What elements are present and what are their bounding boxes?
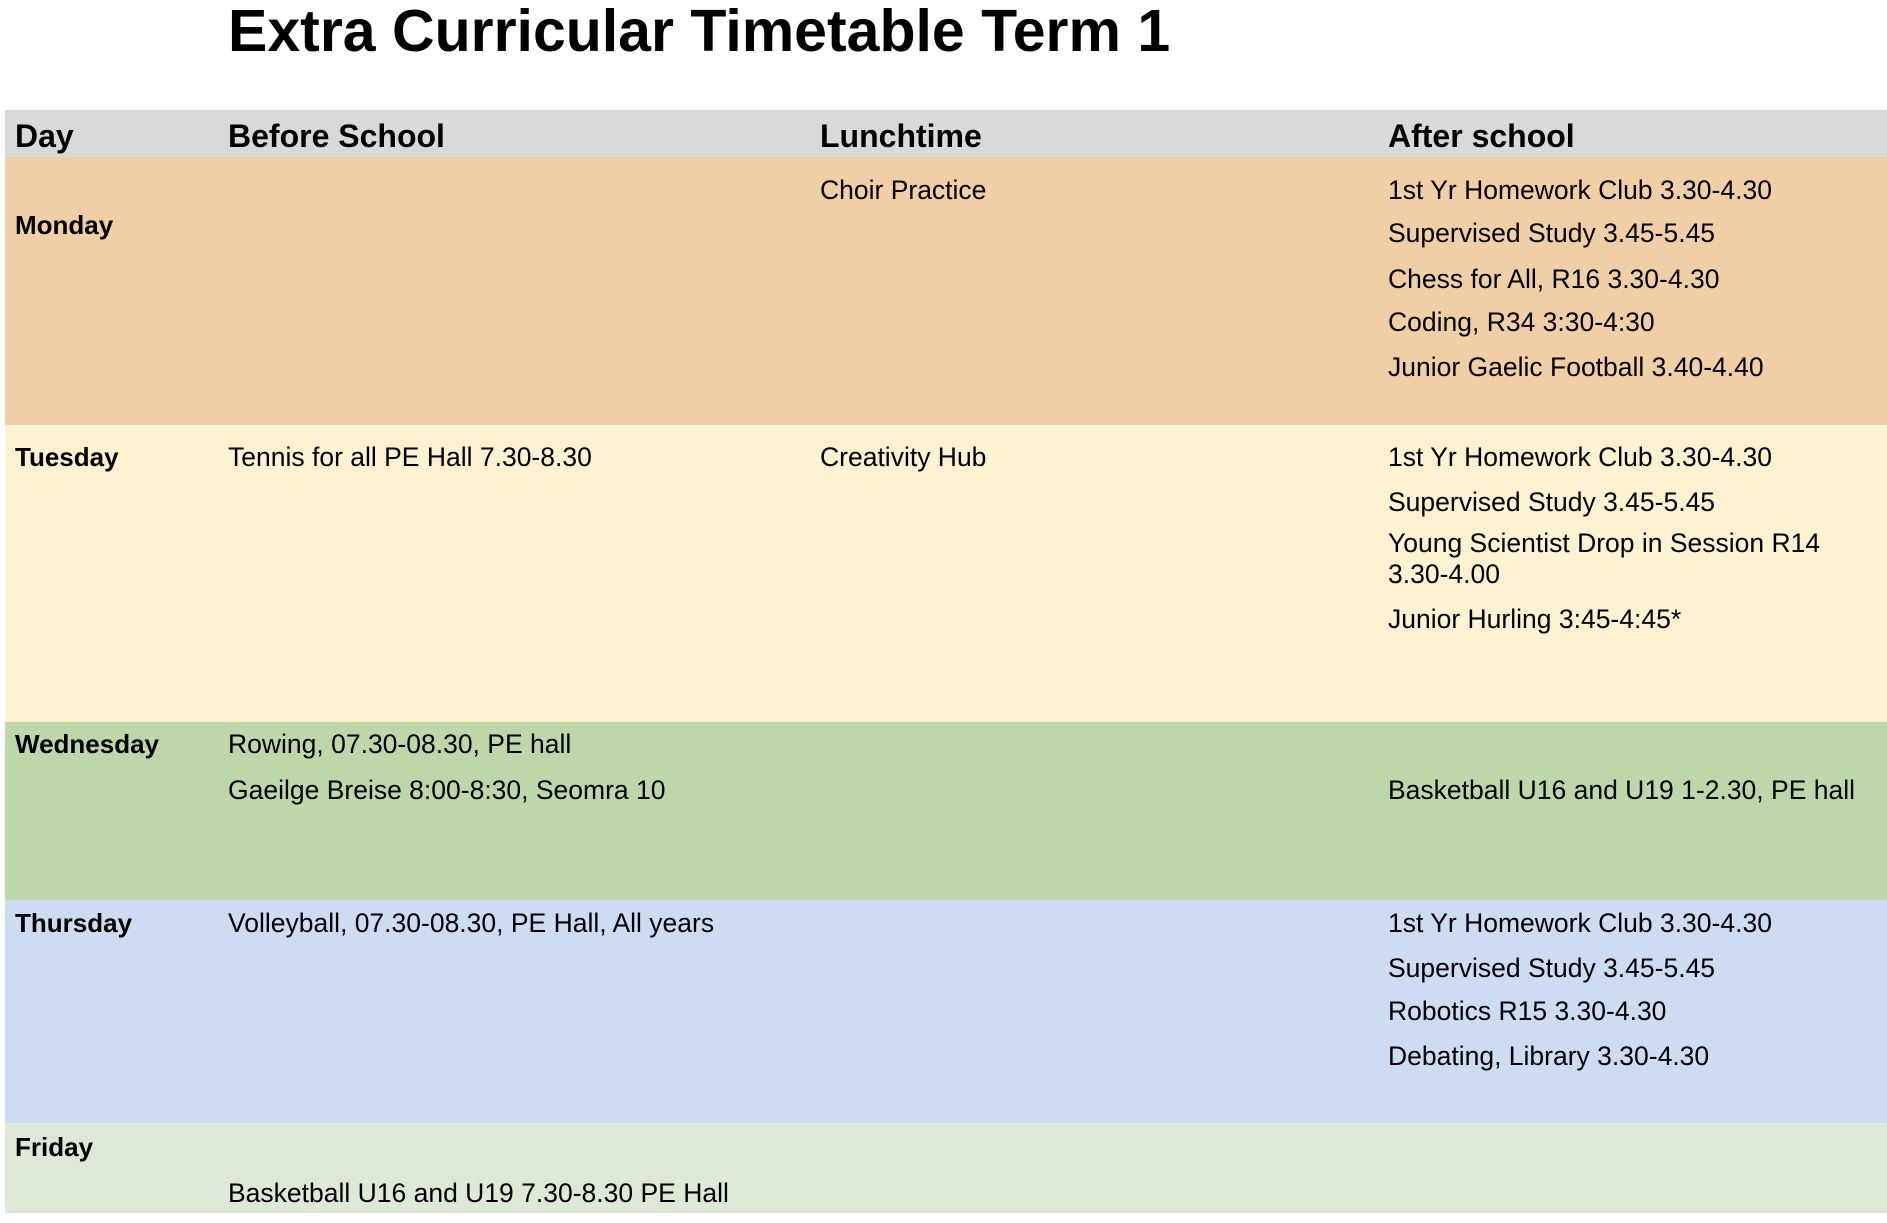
activity-entry: Choir Practice — [820, 175, 987, 205]
activity-entry: Junior Gaelic Football 3.40-4.40 — [1388, 352, 1764, 382]
day-label: Friday — [15, 1132, 94, 1162]
activity-entry: Gaeilge Breise 8:00-8:30, Seomra 10 — [228, 775, 666, 805]
day-label: Monday — [15, 210, 114, 240]
activity-entry: Chess for All, R16 3.30-4.30 — [1388, 264, 1720, 294]
activity-entry: Junior Hurling 3:45-4:45* — [1388, 604, 1682, 634]
table-row-monday — [5, 157, 1887, 425]
activity-entry: Tennis for all PE Hall 7.30-8.30 — [228, 442, 592, 472]
header-day: Day — [15, 118, 74, 154]
activity-entry: Basketball U16 and U19 7.30-8.30 PE Hall — [228, 1178, 729, 1208]
activity-entry: Robotics R15 3.30-4.30 — [1388, 996, 1667, 1026]
after-school-cell — [1388, 775, 1883, 820]
before-school-cell — [228, 908, 813, 953]
activity-entry: 1st Yr Homework Club 3.30-4.30 — [1388, 442, 1772, 472]
header-lunchtime: Lunchtime — [820, 118, 982, 154]
after-school-cell — [1388, 442, 1883, 649]
table-row-friday — [5, 1123, 1887, 1213]
activity-entry: 1st Yr Homework Club 3.30-4.30 — [1388, 175, 1772, 205]
table-row-thursday — [5, 900, 1887, 1123]
lunchtime-cell — [820, 175, 1380, 220]
header-after-school: After school — [1388, 118, 1575, 154]
activity-entry: Coding, R34 3:30-4:30 — [1388, 307, 1655, 337]
page-title: Extra Curricular Timetable Term 1 — [228, 0, 1171, 64]
activity-entry: Rowing, 07.30-08.30, PE hall — [228, 729, 572, 759]
activity-entry: Debating, Library 3.30-4.30 — [1388, 1041, 1710, 1071]
table-row-wednesday — [5, 722, 1887, 900]
activity-entry: Young Scientist Drop in Session R14 3.30-4.00 — [1388, 528, 1821, 589]
table-header-row — [5, 110, 1887, 157]
activity-entry: Supervised Study 3.45-5.45 — [1388, 218, 1716, 248]
after-school-cell — [1388, 175, 1883, 397]
timetable — [5, 110, 1887, 1213]
activity-entry: Basketball U16 and U19 1-2.30, PE hall — [1388, 775, 1855, 805]
after-school-cell — [1388, 908, 1883, 1086]
activity-entry: Supervised Study 3.45-5.45 — [1388, 487, 1716, 517]
day-label: Wednesday — [15, 729, 160, 759]
before-school-cell — [228, 1178, 813, 1223]
lunchtime-cell — [820, 442, 1380, 487]
table-row-tuesday — [5, 425, 1887, 722]
activity-entry: 1st Yr Homework Club 3.30-4.30 — [1388, 908, 1772, 938]
header-before-school: Before School — [228, 118, 445, 154]
activity-entry: Supervised Study 3.45-5.45 — [1388, 953, 1716, 983]
before-school-cell — [228, 729, 813, 820]
day-label: Thursday — [15, 908, 133, 938]
before-school-cell — [228, 442, 813, 487]
day-label: Tuesday — [15, 442, 119, 472]
activity-entry: Volleyball, 07.30-08.30, PE Hall, All years — [228, 908, 715, 938]
activity-entry: Creativity Hub — [820, 442, 987, 472]
